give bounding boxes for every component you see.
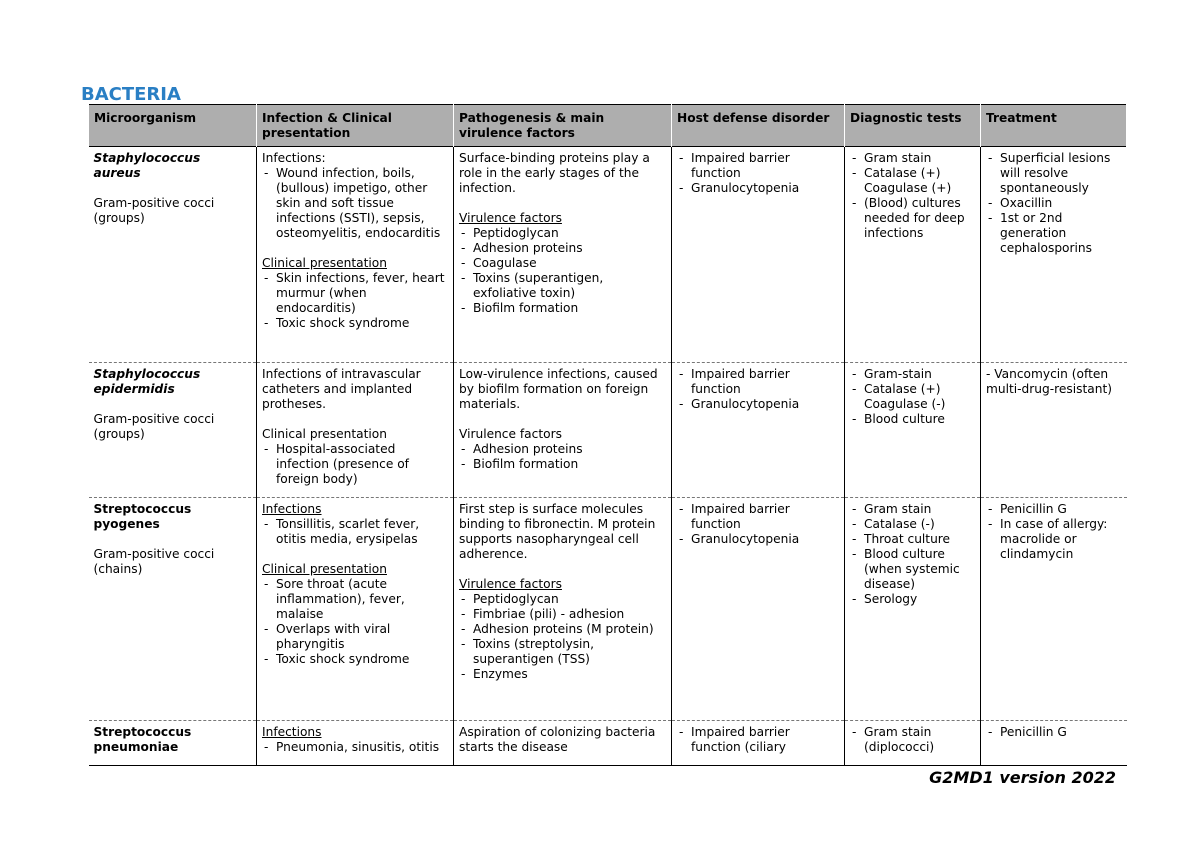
page-title: BACTERIA — [81, 84, 181, 105]
list-item: - Wound infection, boils, (bullous) impetigo, other skin and soft tissue infections (SSTI), sepsis, osteomyelitis, endocarditis — [262, 166, 448, 241]
treatment-cell — [981, 498, 1127, 721]
list-item: - Adhesion proteins (M protein) — [459, 622, 666, 637]
list-item: - Impaired barrier function — [677, 502, 839, 532]
infection-intro: Infections: — [262, 151, 326, 165]
host-defense-cell — [672, 363, 845, 498]
list-item: - In case of allergy: macrolide or clindamycin — [986, 517, 1122, 562]
list-item: - Granulocytopenia — [677, 532, 839, 547]
infection-heading: Infections — [262, 725, 322, 739]
table-row — [89, 721, 1127, 766]
pathogenesis-cell — [454, 721, 672, 766]
diagnostic-cell — [845, 363, 981, 498]
list-item: - Penicillin G — [986, 725, 1122, 740]
list-item: - Blood culture (when systemic disease) — [850, 547, 975, 592]
pathogenesis-text: Low-virulence infections, caused by biofilm formation on foreign materials. — [459, 367, 658, 411]
list-item: - Toxins (streptolysin, superantigen (TSS) — [459, 637, 666, 667]
pathogenesis-text: Surface-binding proteins play a role in the early stages of the infection. — [459, 151, 650, 195]
microorganism-cell — [89, 147, 257, 363]
list-item: - Sore throat (acute inflammation), fever, malaise — [262, 577, 448, 622]
list-item: - Impaired barrier function — [677, 151, 839, 181]
microorganism-cell — [89, 721, 257, 766]
host-defense-cell — [672, 498, 845, 721]
list-item: - Toxic shock syndrome — [262, 652, 448, 667]
list-item: - Biofilm formation — [459, 457, 666, 472]
clinical-heading: Clinical presentation — [262, 256, 387, 270]
list-item: - Enzymes — [459, 667, 666, 682]
list-item: - Adhesion proteins — [459, 241, 666, 256]
clinical-heading: Clinical presentation — [262, 427, 387, 441]
infection-cell — [257, 147, 454, 363]
list-item: - Superficial lesions will resolve spontaneously — [986, 151, 1122, 196]
list-item: - Blood culture — [850, 412, 975, 427]
host-defense-cell — [672, 147, 845, 363]
pathogenesis-cell — [454, 363, 672, 498]
microorganism-cell — [89, 498, 257, 721]
list-item: - Catalase (+) Coagulase (+) — [850, 166, 975, 196]
table-header-row — [89, 105, 1127, 147]
pathogenesis-cell — [454, 147, 672, 363]
table-row — [89, 498, 1127, 721]
header-diagnostic: Diagnostic tests — [845, 105, 981, 147]
list-item: - Catalase (+) Coagulase (-) — [850, 382, 975, 412]
list-item: - 1st or 2nd generation cephalosporins — [986, 211, 1122, 256]
organism-type: Gram-positive cocci (groups) — [93, 412, 215, 441]
treatment-cell — [981, 721, 1127, 766]
list-item: - Impaired barrier function — [677, 367, 839, 397]
list-item: - Toxins (superantigen, exfoliative toxin) — [459, 271, 666, 301]
list-item: - Gram stain — [850, 151, 975, 166]
list-item: - Coagulase — [459, 256, 666, 271]
list-item: - Granulocytopenia — [677, 397, 839, 412]
infection-cell — [257, 721, 454, 766]
diagnostic-cell — [845, 147, 981, 363]
treatment-cell — [981, 147, 1127, 363]
clinical-heading: Clinical presentation — [262, 562, 387, 576]
diagnostic-cell — [845, 498, 981, 721]
table-row — [89, 363, 1127, 498]
list-item: - Pneumonia, sinusitis, otitis — [262, 740, 448, 755]
list-item: - Skin infections, fever, heart murmur (when endocarditis) — [262, 271, 448, 316]
version-footer: G2MD1 version 2022 — [929, 768, 1116, 787]
pathogenesis-cell — [454, 498, 672, 721]
microorganism-cell — [89, 363, 257, 498]
host-defense-cell — [672, 721, 845, 766]
infection-cell — [257, 363, 454, 498]
infection-text: Infections of intravascular catheters and implanted protheses. — [262, 367, 421, 411]
diagnostic-cell — [845, 721, 981, 766]
list-item: - Toxic shock syndrome — [262, 316, 448, 331]
header-host-defense: Host defense disorder — [672, 105, 845, 147]
pathogenesis-text: First step is surface molecules binding to fibronectin. M protein supports nasopharyngeal cell adherence. — [459, 502, 656, 561]
list-item: - Oxacillin — [986, 196, 1122, 211]
list-item: - Overlaps with viral pharyngitis — [262, 622, 448, 652]
header-treatment: Treatment — [981, 105, 1127, 147]
header-microorganism: Microorganism — [89, 105, 257, 147]
list-item: - Peptidoglycan — [459, 592, 666, 607]
list-item: - Adhesion proteins — [459, 442, 666, 457]
virulence-heading: Virulence factors — [459, 577, 562, 591]
pathogenesis-text: Aspiration of colonizing bacteria starts the disease — [459, 725, 656, 754]
organism-type: Gram-positive cocci (groups) — [93, 196, 215, 225]
organism-name: Staphylococcus aureus — [93, 151, 201, 180]
organism-type: Gram-positive cocci (chains) — [93, 547, 215, 576]
list-item: - Tonsillitis, scarlet fever, otitis media, erysipelas — [262, 517, 448, 547]
virulence-heading: Virulence factors — [459, 427, 562, 441]
list-item: - Serology — [850, 592, 975, 607]
list-item: - Gram stain (diplococci) — [850, 725, 975, 755]
list-item: - Impaired barrier function (ciliary — [677, 725, 839, 755]
list-item: - Granulocytopenia — [677, 181, 839, 196]
list-item: - Fimbriae (pili) - adhesion — [459, 607, 666, 622]
treatment-text: - Vancomycin (often multi-drug-resistant) — [986, 367, 1112, 396]
header-infection: Infection & Clinical presentation — [257, 105, 454, 147]
list-item: - Hospital-associated infection (presence of foreign body) — [262, 442, 448, 487]
table-row — [89, 147, 1127, 363]
list-item: - Throat culture — [850, 532, 975, 547]
list-item: - Gram stain — [850, 502, 975, 517]
list-item: - (Blood) cultures needed for deep infections — [850, 196, 975, 241]
list-item: - Catalase (-) — [850, 517, 975, 532]
virulence-heading: Virulence factors — [459, 211, 562, 225]
organism-name: Streptococcus pneumoniae — [93, 725, 192, 754]
list-item: - Penicillin G — [986, 502, 1122, 517]
list-item: - Peptidoglycan — [459, 226, 666, 241]
infection-heading: Infections — [262, 502, 322, 516]
header-pathogenesis: Pathogenesis & main virulence factors — [454, 105, 672, 147]
infection-cell — [257, 498, 454, 721]
organism-name: Staphylococcus epidermidis — [93, 367, 201, 396]
list-item: - Gram-stain — [850, 367, 975, 382]
bacteria-table — [88, 104, 1127, 766]
treatment-cell — [981, 363, 1127, 498]
organism-name: Streptococcus pyogenes — [93, 502, 192, 531]
list-item: - Biofilm formation — [459, 301, 666, 316]
